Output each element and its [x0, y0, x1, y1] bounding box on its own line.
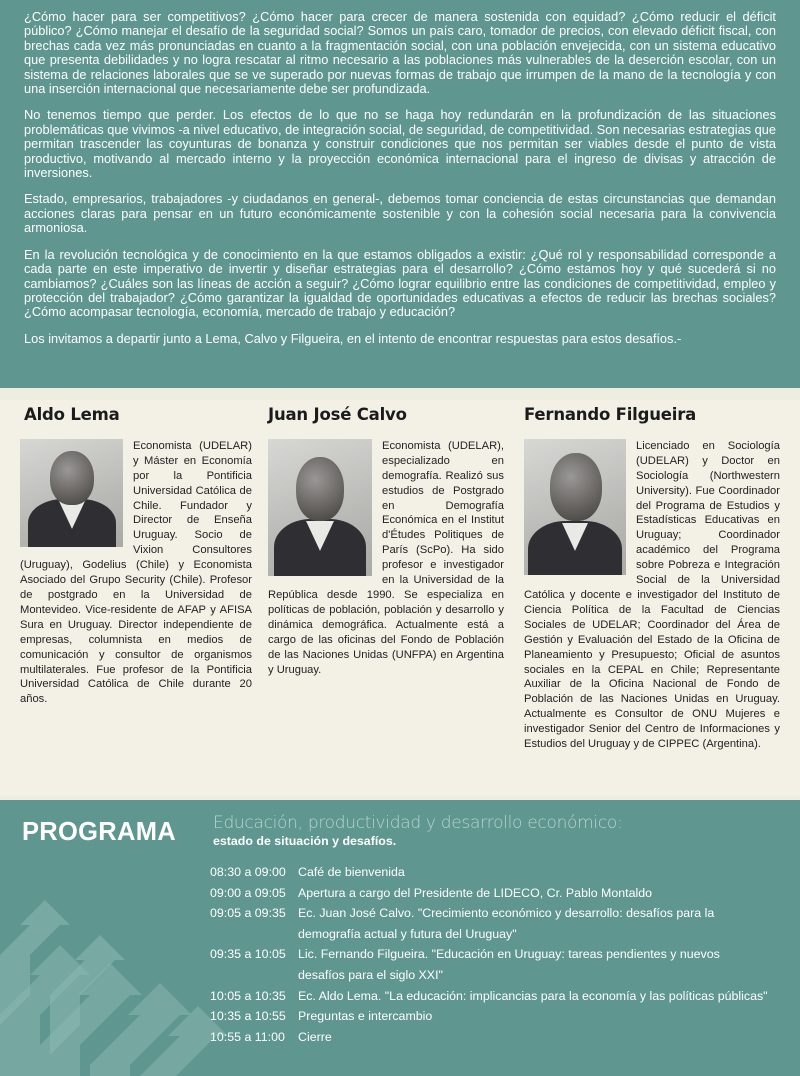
programa-section [0, 800, 800, 1076]
speakers-section [0, 400, 800, 796]
schedule-desc: Café de bienvenida [298, 865, 405, 879]
schedule-time: 10:35 a 10:55 [210, 1009, 286, 1024]
speaker-name: Fernando Filgueira [524, 405, 697, 424]
schedule-desc: Ec. Juan José Calvo. "Crecimiento económico y desarrollo: desafíos para la demografía actual y futura del Uruguay" [298, 906, 715, 941]
schedule-time: 10:05 a 10:35 [210, 988, 286, 1003]
speaker-name: Aldo Lema [24, 405, 120, 424]
schedule-row [210, 1027, 770, 1048]
speaker-name: Juan José Calvo [268, 405, 407, 424]
intro-paragraph-4: En la revolución tecnológica y de conocimiento en la que estamos obligados a existir: ¿Qué rol y responsabilidad corresponde a cada parte en este imperativo de invertir y diseñar estrategias para el desarrollo? ¿Cómo estamos hoy y qué sucederá si no cambiamos? ¿Cuáles son las líneas de acción a seguir? ¿Cómo lograr equilibrio entre las condiciones de competitividad, empleo y protección del trabajador? ¿Cómo garantizar la igualdad de oportunidades educativas a efectos de reducir las brechas sociales? ¿Cómo acompasar tecnología, economía, mercado de trabajo y educación? [24, 246, 776, 320]
speaker-bio: Economista (UDELAR) y Máster en Economía por la Pontificia Universidad Católica de Chile. Fundador y Director de Enseña Uruguay. Socio de Vixion Consultores (Uruguay), Godelius (Chile) y Economista Asociado del Grupo Security (Chile). Profesor de postgrado en la Universidad de Montevideo. Vice-residente de AFAP y AFISA Sura en Uruguay. Director independiente de empresas, columnista en medios de comunicación y consultor de organismos multilaterales. Fue profesor de la Pontificia Universidad Católica de Chile durante 20 años. [20, 439, 252, 706]
schedule-time: 10:55 a 11:00 [210, 1029, 285, 1044]
speaker-aldo-lema [20, 405, 252, 707]
arrows-graphic [0, 895, 230, 1076]
schedule-row [210, 944, 770, 985]
schedule-row [210, 1006, 770, 1027]
intro-paragraph-5: Los invitamos a departir junto a Lema, Calvo y Filgueira, en el intento de encontrar respuestas para estos desafíos.- [24, 330, 682, 346]
speaker-photo-aldo-lema [20, 439, 123, 547]
schedule-desc: Cierre [298, 1029, 332, 1044]
photo-head [550, 453, 602, 521]
schedule-time: 08:30 a 09:00 [210, 865, 286, 879]
intro-section [0, 0, 800, 388]
speaker-fernando-filgueira [524, 405, 780, 752]
speaker-juan-jose-calvo [268, 405, 504, 677]
intro-paragraph-3: Estado, empresarios, trabajadores -y ciudadanos en general-, debemos tomar conciencia de estas circunstancias que demandan acciones claras para pensar en un futuro económicamente sostenible y con la cohesión social necesaria para la convivencia armoniosa. [24, 191, 776, 236]
schedule-time: 09:35 a 10:05 [210, 947, 286, 962]
speaker-photo-juan-jose-calvo [268, 439, 372, 576]
schedule-time: 09:00 a 09:05 [210, 885, 286, 900]
speaker-photo-fernando-filgueira [524, 439, 626, 575]
schedule-desc: Lic. Fernando Filgueira. "Educación en Uruguay: tareas pendientes y nuevos desafíos para el siglo XXI" [298, 947, 720, 982]
programa-heading: PROGRAMA [22, 818, 176, 846]
schedule-desc: Apertura a cargo del Presidente de LIDECO, Cr. Pablo Montaldo [298, 885, 653, 900]
photo-head [50, 451, 94, 505]
schedule-row [210, 883, 770, 904]
schedule-row [210, 986, 770, 1007]
schedule-desc: Preguntas e intercambio [298, 1009, 433, 1024]
speaker-bio: Licenciado en Sociología (UDELAR) y Doctor en Sociología (Northwestern University). Fue Coordinador del Programa de Estudios y Estadísticas Educativas en Uruguay; Coordinador académico del Programa sobre Pobreza e Integración Social de la Universidad Católica y docente e investigador del Instituto de Ciencia Política de la Facultad de Ciencias Sociales de UDELAR; Coordinador del Área de Gestión y Evaluación del Estado de la Oficina de Planeamiento y Presupuesto; Oficial de asuntos sociales en la CEPAL en Chile; Representante Auxiliar de la Oficina Nacional de Fondo de Población de las Naciones Unidas en Uruguay. Actualmente es Consultor de ONU Mujeres e investigador Senior del Centro de Informaciones y Estudios del Uruguay y de CIPPEC (Argentina). [524, 439, 780, 751]
schedule-list [210, 862, 770, 1047]
intro-paragraph-2: No tenemos tiempo que perder. Los efectos de lo que no se haga hoy redundarán en la profundización de las situaciones problemáticas que vivimos -a nivel educativo, de integración social, de seguridad, de competitividad. Son necesarias estrategias que permitan trascender las coyunturas de bonanza y construir condiciones que nos permitan ser viables desde el punto de vista productivo, motivando al mercado interno y la proyección económica internacional para el ingreso de divisas y atracción de inversiones. [24, 107, 776, 181]
intro-paragraph-1: ¿Cómo hacer para ser competitivos? ¿Cómo hacer para crecer de manera sostenida con equidad? ¿Cómo reducir el déficit público? ¿Cómo manejar el desafío de la seguridad social? Somos un país caro, tomador de precios, con elevado déficit fiscal, con brechas cada vez más pronunciadas en cuanto a la fragmentación social, con una población envejecida, con un sistema educativo que presenta debilidades y no logra rescatar al ritmo necesario a las poblaciones más vulnerables de la deserción escolar, con un sistema de relaciones laborales que se ve superado por nuevas formas de trabajo que irrumpen de la mano de la tecnología y con una inserción internacional que necesariamente debe ser profundizada. [24, 9, 776, 97]
schedule-time: 09:05 a 09:35 [210, 906, 286, 921]
photo-head [296, 457, 344, 521]
schedule-row [210, 903, 770, 944]
programa-subtitle-2: estado de situación y desafíos. [213, 834, 397, 848]
schedule-desc: Ec. Aldo Lema. "La educación: implicancias para la economía y las políticas públicas" [298, 988, 768, 1003]
programa-subtitle: Educación, productividad y desarrollo económico: [213, 813, 623, 833]
speaker-bio: Economista (UDELAR), especializado en demografía. Realizó sus estudios de Postgrado en Demografía Económica en el Institut d'Études Politiques de París (ScPo). Ha sido profesor e investigador en la Universidad de la República desde 1990. Se especializa en políticas de población, población y desarrollo y dinámica demográfica. Actualmente está a cargo de las oficinas del Fondo de Población de las Naciones Unidas (UNFPA) en Argentina y Uruguay. [268, 439, 504, 676]
schedule-row [210, 862, 770, 883]
